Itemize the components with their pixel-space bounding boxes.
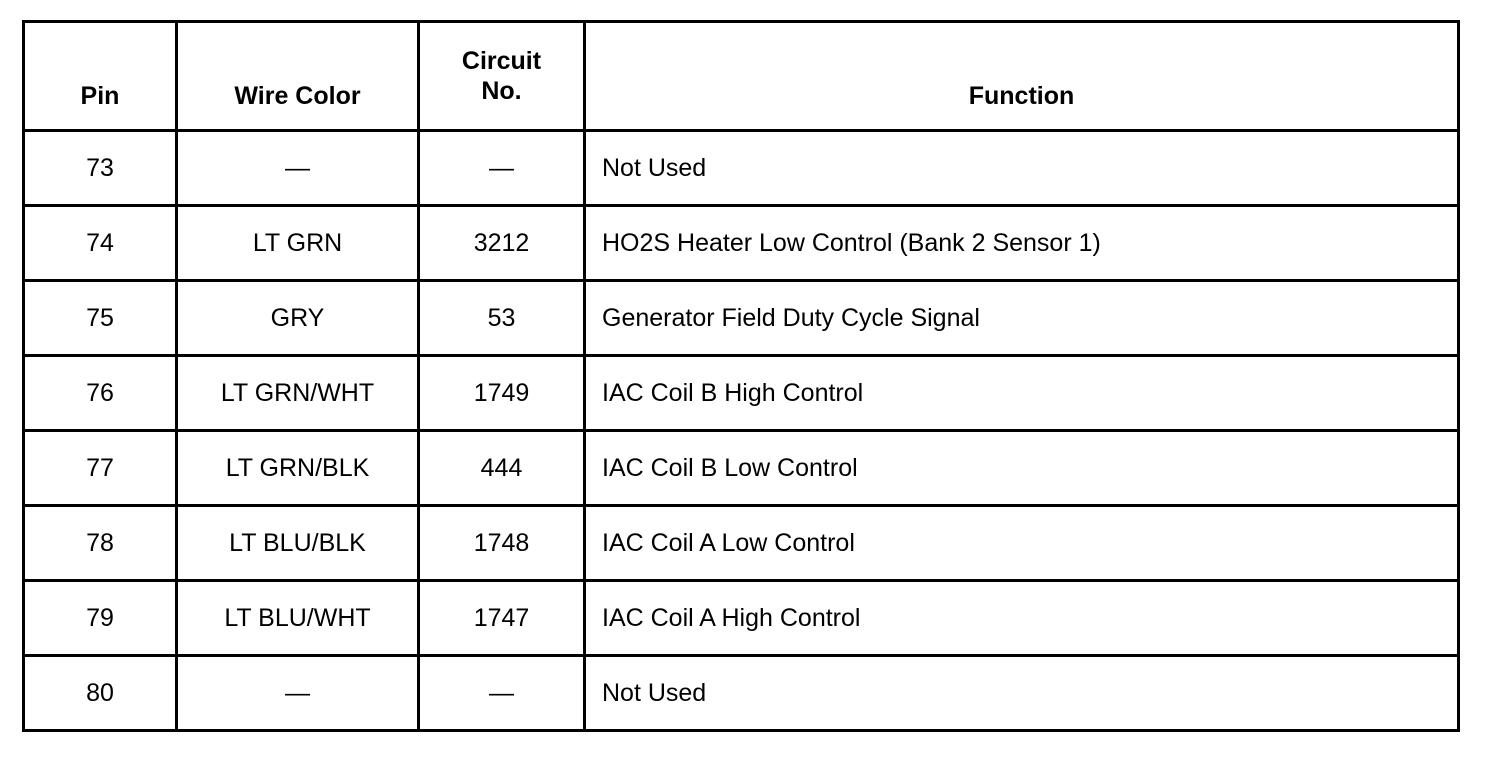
cell-pin: 79 <box>24 581 177 656</box>
table-row <box>24 581 1459 656</box>
table-body <box>24 131 1459 731</box>
cell-pin: 80 <box>24 656 177 731</box>
table-row <box>24 431 1459 506</box>
cell-pin: 78 <box>24 506 177 581</box>
table-header <box>24 22 1459 131</box>
table-row <box>24 206 1459 281</box>
header-circuit-line1: Circuit <box>461 47 542 75</box>
cell-circuit-no: — <box>419 131 585 206</box>
cell-wire-color: LT GRN <box>177 206 419 281</box>
header-circuit-line2: No. <box>481 77 522 105</box>
cell-function: IAC Coil A Low Control <box>585 506 1459 581</box>
table-row <box>24 506 1459 581</box>
header-pin: Pin <box>24 22 177 131</box>
table-row <box>24 281 1459 356</box>
cell-pin: 75 <box>24 281 177 356</box>
cell-pin: 74 <box>24 206 177 281</box>
cell-circuit-no: 444 <box>419 431 585 506</box>
connector-pinout-table <box>22 20 1460 732</box>
header-function: Function <box>585 22 1459 131</box>
cell-function: Generator Field Duty Cycle Signal <box>585 281 1459 356</box>
cell-function: Not Used <box>585 131 1459 206</box>
cell-wire-color: — <box>177 131 419 206</box>
cell-function: HO2S Heater Low Control (Bank 2 Sensor 1) <box>585 206 1459 281</box>
cell-pin: 76 <box>24 356 177 431</box>
cell-function: IAC Coil A High Control <box>585 581 1459 656</box>
cell-circuit-no: 1748 <box>419 506 585 581</box>
cell-wire-color: LT GRN/BLK <box>177 431 419 506</box>
table-row <box>24 356 1459 431</box>
table-row <box>24 656 1459 731</box>
cell-function: IAC Coil B High Control <box>585 356 1459 431</box>
cell-wire-color: LT GRN/WHT <box>177 356 419 431</box>
cell-circuit-no: 1747 <box>419 581 585 656</box>
cell-function: Not Used <box>585 656 1459 731</box>
table-row <box>24 131 1459 206</box>
cell-wire-color: — <box>177 656 419 731</box>
cell-circuit-no: 53 <box>419 281 585 356</box>
cell-wire-color: GRY <box>177 281 419 356</box>
cell-pin: 73 <box>24 131 177 206</box>
cell-circuit-no: — <box>419 656 585 731</box>
cell-pin: 77 <box>24 431 177 506</box>
header-wire-color: Wire Color <box>177 22 419 131</box>
cell-wire-color: LT BLU/WHT <box>177 581 419 656</box>
cell-wire-color: LT BLU/BLK <box>177 506 419 581</box>
header-row <box>24 22 1459 131</box>
header-circuit-no <box>419 22 585 131</box>
cell-circuit-no: 1749 <box>419 356 585 431</box>
cell-circuit-no: 3212 <box>419 206 585 281</box>
cell-function: IAC Coil B Low Control <box>585 431 1459 506</box>
